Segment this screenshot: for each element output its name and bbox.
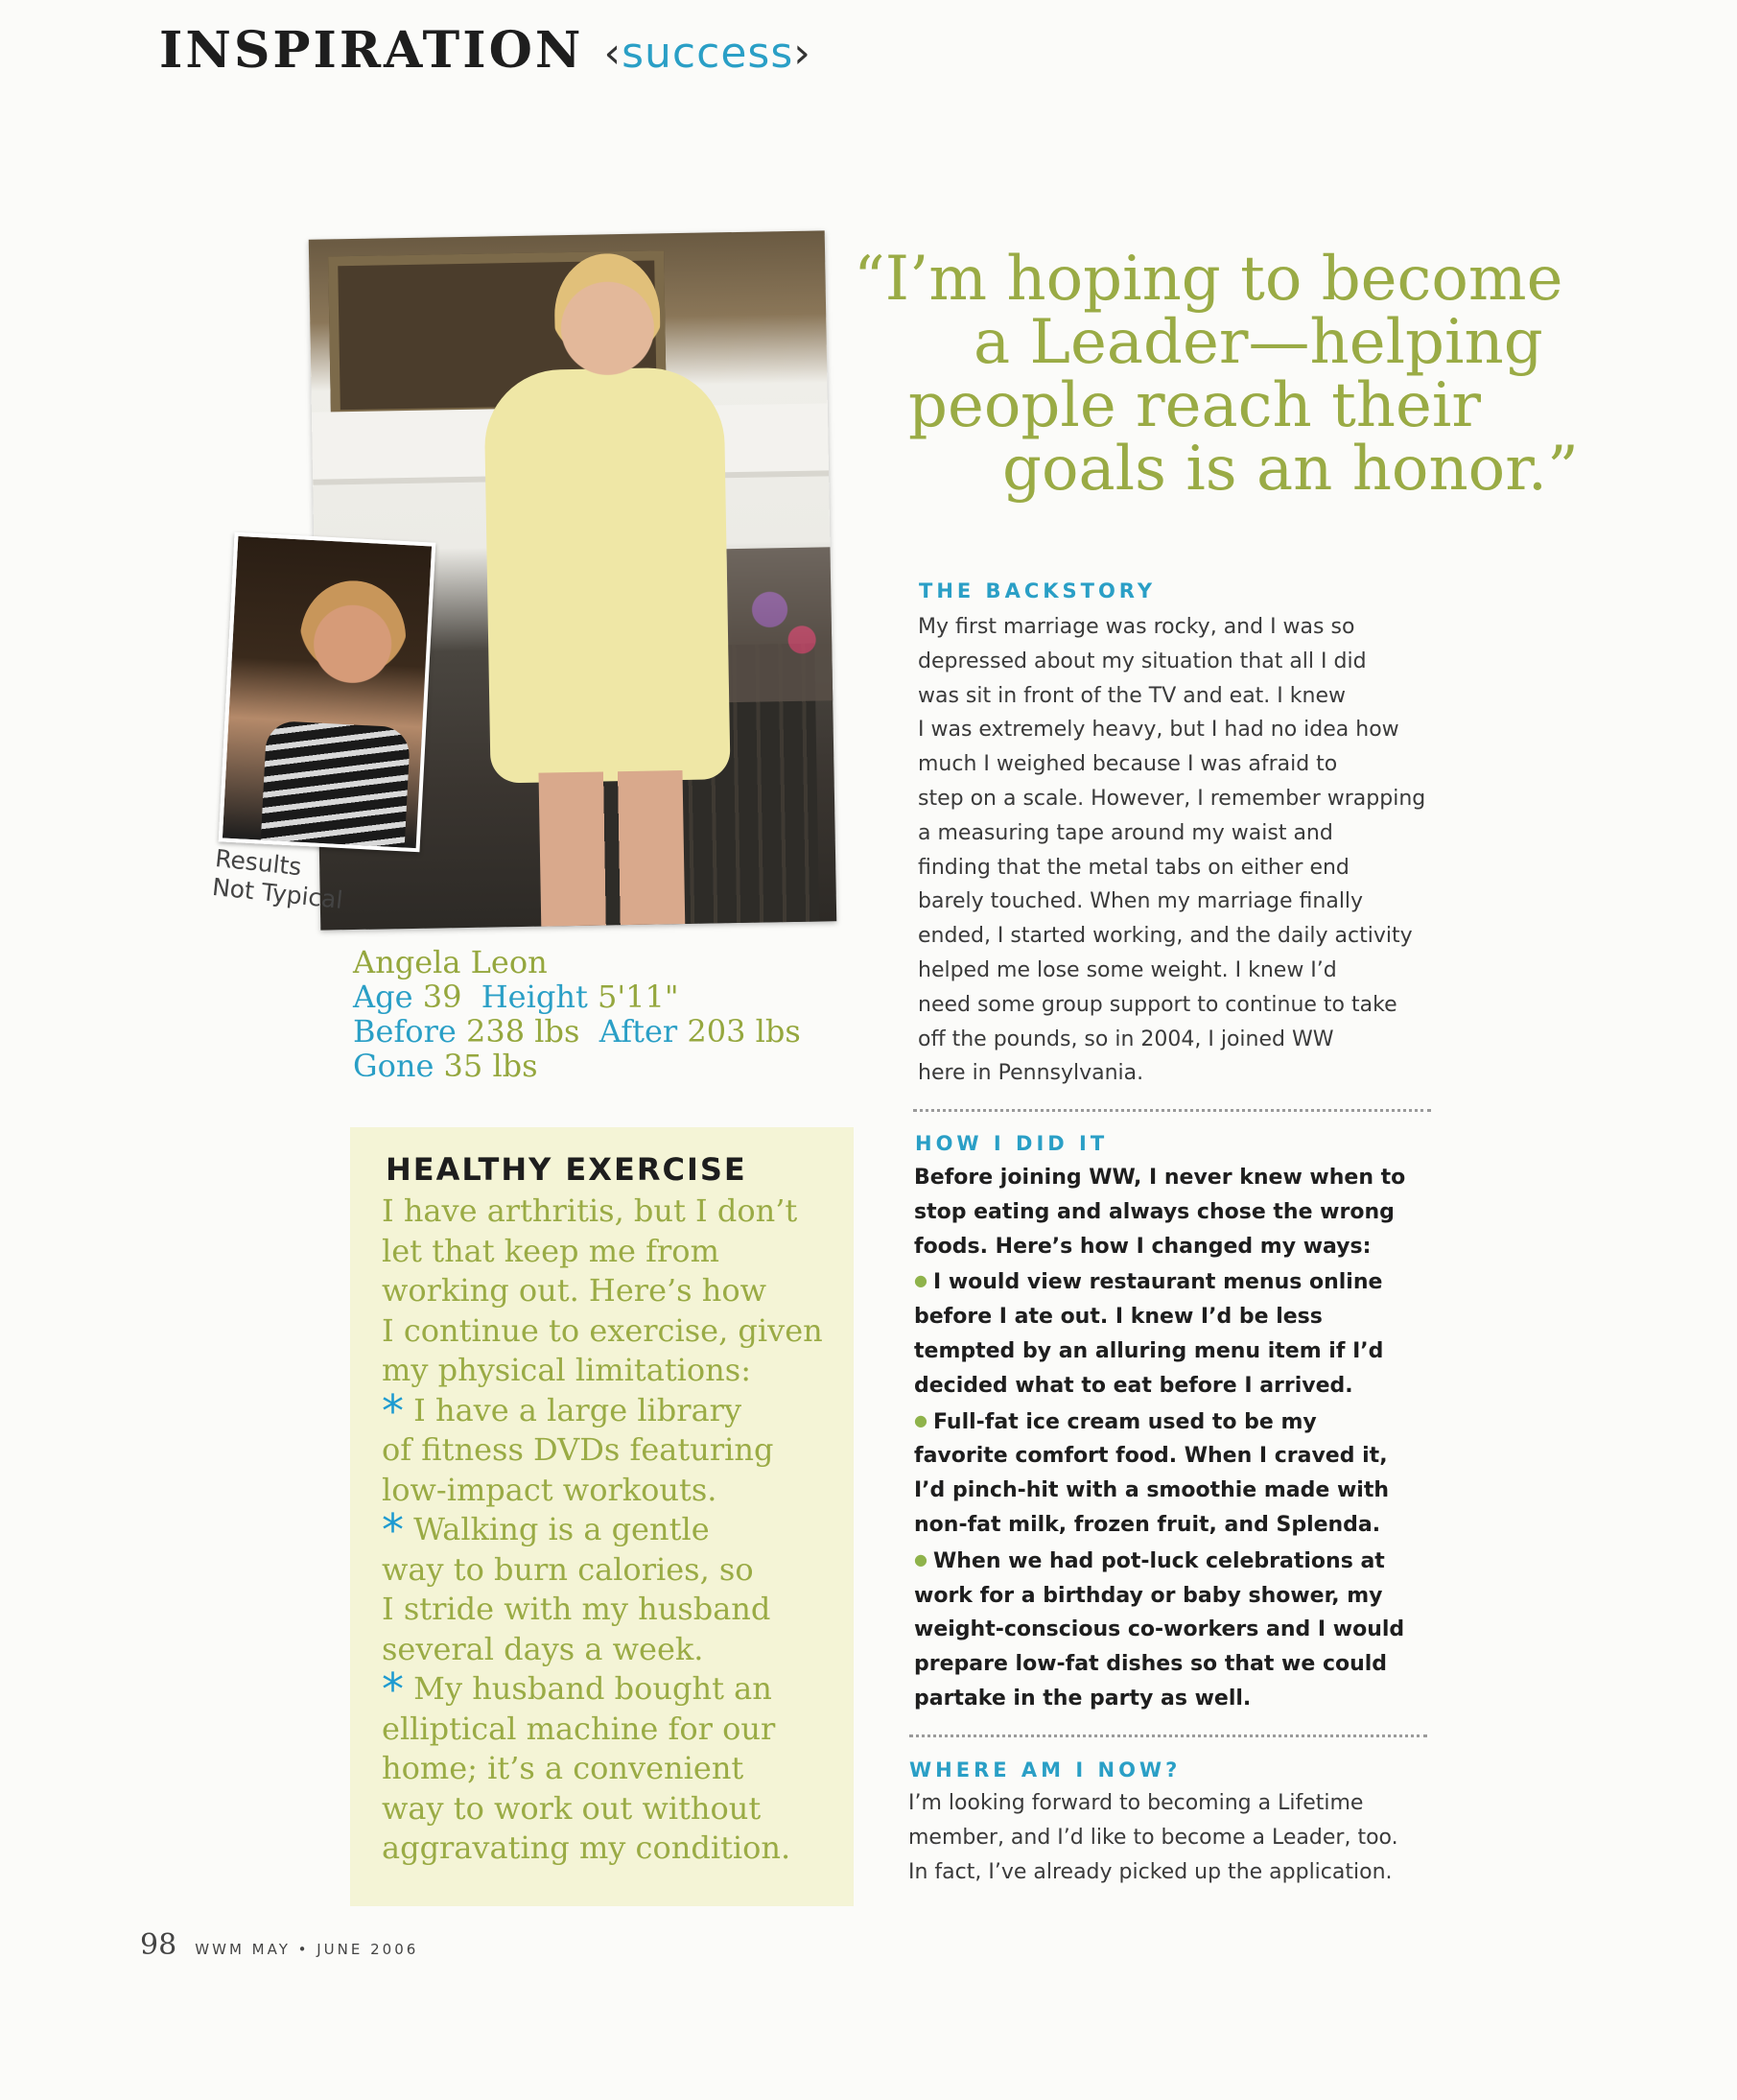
backstory-text	[918, 610, 1425, 1091]
sidebar-bullet-1	[382, 1384, 852, 1437]
star-icon: *	[382, 1663, 404, 1715]
after-label: After	[599, 1013, 678, 1050]
how-bullet-1	[914, 1263, 1405, 1300]
backstory-line: a measuring tape around my waist and	[918, 820, 1333, 845]
how-bullet-3	[914, 1543, 1405, 1579]
how-bullet-2	[914, 1404, 1405, 1440]
before-photo	[219, 532, 436, 853]
sidebar-line: working out. Here’s how	[382, 1272, 767, 1309]
photo-flowers	[726, 547, 834, 702]
results-line-1: Results	[213, 844, 303, 882]
sidebar-line: low-impact workouts.	[382, 1471, 717, 1508]
results-line-2: Not Typical	[210, 872, 344, 914]
quote-line-3: people reach their	[908, 370, 1481, 441]
close-bracket: ›	[793, 29, 811, 78]
where-line: member, and I’d like to become a Leader, too.	[908, 1825, 1398, 1850]
backstory-line: My first marriage was rocky, and I was so	[918, 615, 1355, 639]
sidebar-line: elliptical machine for our	[382, 1710, 776, 1747]
how-line: partake in the party as well.	[914, 1686, 1252, 1711]
sidebar-line: I stride with my husband	[382, 1591, 771, 1627]
sidebar-line: I continue to exercise, given	[382, 1311, 823, 1349]
before-photo-face	[297, 578, 409, 699]
sidebar-line: aggravating my condition.	[382, 1829, 791, 1866]
sidebar-line: of fitness DVDs featuring	[382, 1431, 774, 1468]
how-line: Before joining WW, I never knew when to	[914, 1166, 1406, 1190]
where-text	[908, 1786, 1398, 1889]
results-disclaimer	[211, 844, 347, 915]
before-value: 238 lbs	[465, 1013, 580, 1050]
sidebar-bullet-3	[382, 1663, 852, 1715]
page-footer	[140, 1928, 418, 1962]
how-line: favorite comfort food. When I craved it,	[914, 1444, 1388, 1469]
sidebar-bullet-2	[382, 1504, 852, 1556]
before-photo-top	[261, 720, 411, 853]
photo-subject-dress	[483, 366, 730, 783]
bullet-dot-icon: ●	[914, 1271, 927, 1290]
how-line: tempted by an alluring menu item if I’d	[914, 1338, 1384, 1363]
sidebar-line: several days a week.	[382, 1630, 704, 1667]
backstory-line: here in Pennsylvania.	[918, 1061, 1144, 1086]
how-line: When we had pot-luck celebrations at	[932, 1548, 1385, 1573]
photo-subject-head	[553, 252, 661, 379]
backstory-line: depressed about my situation that all I did	[918, 649, 1367, 673]
how-line: weight-conscious co-workers and I would	[914, 1617, 1405, 1642]
how-line: Full-fat ice cream used to be my	[932, 1409, 1317, 1434]
bullet-dot-icon: ●	[914, 1549, 927, 1569]
gone-value: 35 lbs	[443, 1048, 538, 1084]
where-heading: WHERE AM I NOW?	[909, 1758, 1182, 1781]
backstory-line: finding that the metal tabs on either end	[918, 855, 1350, 880]
issue-label: WWM MAY • JUNE 2006	[195, 1941, 419, 1958]
section-header	[159, 21, 811, 80]
sidebar-line: My husband bought an	[413, 1670, 772, 1707]
height-label: Height	[481, 979, 588, 1015]
backstory-line: need some group support to continue to take	[918, 992, 1397, 1017]
section-title: INSPIRATION	[159, 21, 584, 80]
how-line: foods. Here’s how I changed my ways:	[914, 1234, 1372, 1259]
backstory-line: was sit in front of the TV and eat. I knew	[918, 683, 1346, 708]
quote-line-4: goals is an honor.”	[1002, 434, 1579, 505]
divider-2	[909, 1734, 1427, 1737]
how-line: non-fat milk, frozen fruit, and Splenda.	[914, 1512, 1381, 1537]
backstory-line: helped me lose some weight. I knew I’d	[918, 957, 1337, 982]
where-line: I’m looking forward to becoming a Lifetime	[908, 1791, 1364, 1815]
backstory-line: much I weighed because I was afraid to	[918, 752, 1338, 777]
subsection-label: success	[622, 29, 794, 78]
divider-1	[913, 1109, 1431, 1112]
age-label: Age	[353, 979, 413, 1015]
sidebar-line: my physical limitations:	[382, 1352, 751, 1388]
how-line: I would view restaurant menus online	[932, 1270, 1383, 1295]
gone-label: Gone	[353, 1048, 434, 1084]
backstory-line: step on a scale. However, I remember wrapping	[918, 786, 1426, 811]
how-line: before I ate out. I knew I’d be less	[914, 1305, 1323, 1330]
quote-line-2: a Leader—helping	[974, 307, 1543, 378]
how-line: decided what to eat before I arrived.	[914, 1373, 1353, 1398]
sidebar-line: way to burn calories, so	[382, 1550, 754, 1588]
how-heading: HOW I DID IT	[915, 1132, 1109, 1155]
sidebar-line: I have arthritis, but I don’t	[382, 1192, 798, 1229]
pull-quote	[854, 244, 1621, 505]
sidebar-line: home; it’s a convenient	[382, 1750, 744, 1786]
profile-name: Angela Leon	[353, 944, 548, 980]
page-number: 98	[140, 1928, 177, 1962]
age-value: 39	[422, 979, 462, 1015]
section-subtitle	[604, 29, 811, 78]
star-icon: *	[382, 1384, 404, 1437]
backstory-line: ended, I started working, and the daily activity	[918, 924, 1413, 949]
photo-subject-legs	[538, 770, 685, 931]
how-line: prepare low-fat dishes so that we could	[914, 1652, 1388, 1677]
how-text	[914, 1161, 1405, 1716]
sidebar-line: way to work out without	[382, 1789, 762, 1827]
bullet-dot-icon: ●	[914, 1410, 927, 1429]
how-line: stop eating and always chose the wrong	[914, 1199, 1395, 1224]
after-value: 203 lbs	[687, 1013, 801, 1050]
how-line: I’d pinch-hit with a smoothie made with	[914, 1478, 1390, 1503]
profile-stats	[353, 945, 801, 1083]
sidebar-line: Walking is a gentle	[413, 1511, 710, 1547]
star-icon: *	[382, 1504, 404, 1556]
sidebar-line: I have a large library	[413, 1391, 742, 1428]
backstory-line: barely touched. When my marriage finally	[918, 889, 1364, 914]
sidebar-text	[382, 1192, 852, 1869]
backstory-line: I was extremely heavy, but I had no idea how	[918, 718, 1399, 743]
how-line: work for a birthday or baby shower, my	[914, 1583, 1383, 1608]
backstory-line: off the pounds, so in 2004, I joined WW	[918, 1026, 1334, 1051]
sidebar-line: let that keep me from	[382, 1232, 719, 1269]
quote-line-1: “I’m hoping to become	[854, 244, 1563, 315]
height-value: 5'11"	[597, 979, 679, 1015]
where-line: In fact, I’ve already picked up the application.	[908, 1859, 1393, 1884]
open-bracket: ‹	[603, 29, 622, 78]
sidebar-title: HEALTHY EXERCISE	[386, 1151, 747, 1188]
before-label: Before	[353, 1013, 457, 1050]
backstory-heading: THE BACKSTORY	[919, 579, 1157, 602]
